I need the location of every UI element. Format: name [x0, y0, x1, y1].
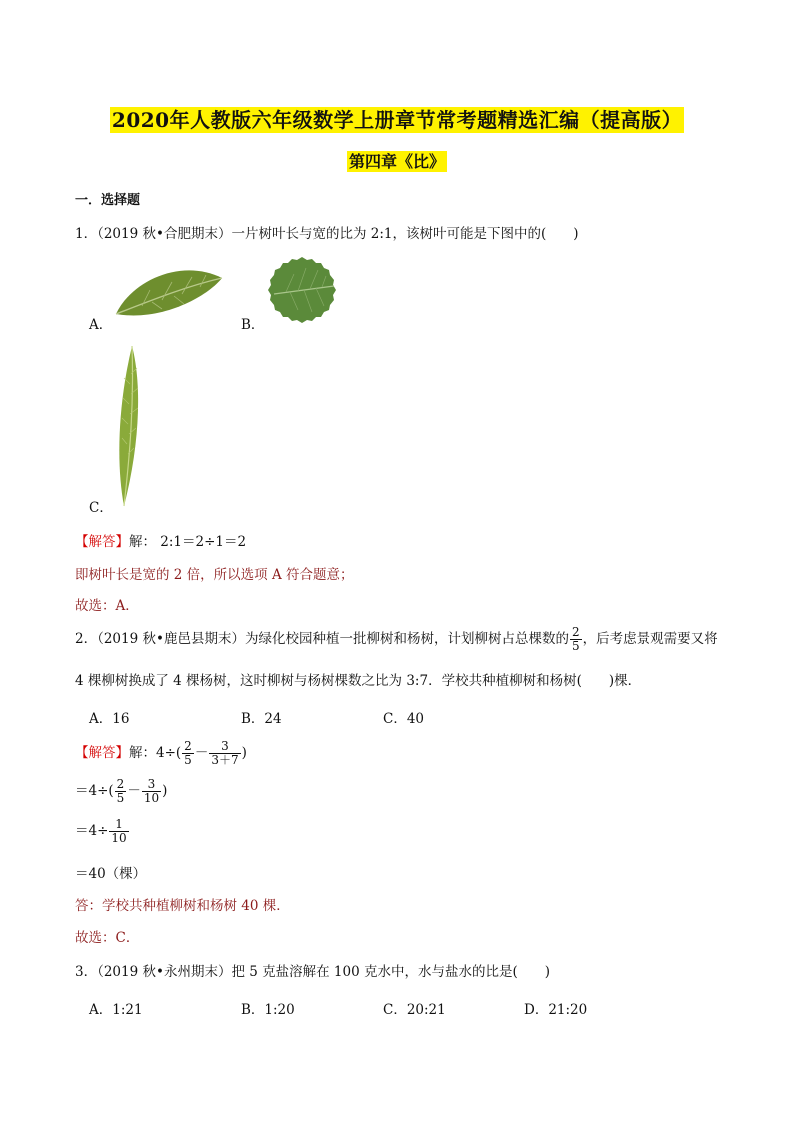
q2-fraction: $\frac{2}{5}$: [571, 625, 580, 653]
leaf-b-image: [266, 254, 338, 326]
q1-option-c: C．: [89, 500, 113, 516]
q2-answer-step4: ＝40（棵）: [75, 866, 147, 882]
q2-answer-step3: ＝4÷ $\frac{1}{10}$: [75, 817, 127, 845]
document-title: 2020年人教版六年级数学上册章节常考题精选汇编（提高版）: [111, 108, 683, 132]
q1-answer: [75, 530, 246, 550]
section-heading: 一．选择题: [75, 193, 141, 208]
answer-tag: 【解答】: [75, 534, 129, 550]
q2-stem-line2: 4 棵柳树换成了 4 棵杨树，这时柳树与杨树棵数之比为 3:7．学校共种植柳树和杨树( )棵．: [75, 673, 642, 689]
q3-option-a: A．1:21: [89, 1002, 143, 1018]
q3-option-b: B．1:20: [241, 1002, 295, 1018]
q2-conclusion: 答：学校共种植柳树和杨树 40 棵．: [75, 898, 290, 914]
q2-option-a: A．16: [89, 711, 130, 727]
q1-explanation: 即树叶长是宽的 2 倍，所以选项 A 符合题意；: [75, 567, 354, 583]
q2-choice: 故选：C．: [75, 930, 140, 946]
chapter-subtitle: 第四章《比》: [348, 152, 445, 171]
q3-stem: 3．（2019 秋•永州期末）把 5 克盐溶解在 100 克水中，水与盐水的比是( ): [75, 964, 551, 980]
q2-option-b: B．24: [241, 711, 282, 727]
q3-option-c: C．20:21: [383, 1002, 446, 1018]
q2-option-c: C．40: [383, 711, 425, 727]
q2-answer-step1: 【解答】解：4÷( $\frac{2}{5}$ － $\frac{3}{3+7}$ ): [75, 739, 247, 767]
leaf-a-image: [112, 262, 224, 320]
answer-tag: 【解答】: [75, 745, 129, 761]
q1-option-a: A．: [89, 317, 113, 333]
q1-choice: 故选：A．: [75, 598, 139, 614]
q3-option-d: D．21:20: [524, 1002, 588, 1018]
q2-stem-line1: 2．（2019 秋•鹿邑县期末）为绿化校园种植一批柳树和杨树，计划柳树占总棵数的 $\frac{2}{5}$ ，后考虑景观需要又将: [75, 625, 718, 653]
q1-option-b: B．: [241, 317, 265, 333]
q2-answer-step2: ＝4÷( $\frac{2}{5}$ － $\frac{3}{10}$ ): [75, 777, 168, 805]
q1-stem: 1．（2019 秋•合肥期末）一片树叶长与宽的比为 2:1，该树叶可能是下图中的( ): [75, 226, 579, 242]
leaf-c-image: [112, 344, 144, 508]
q1-answer-calc: 解： 2:1＝2÷1＝2: [129, 534, 247, 550]
